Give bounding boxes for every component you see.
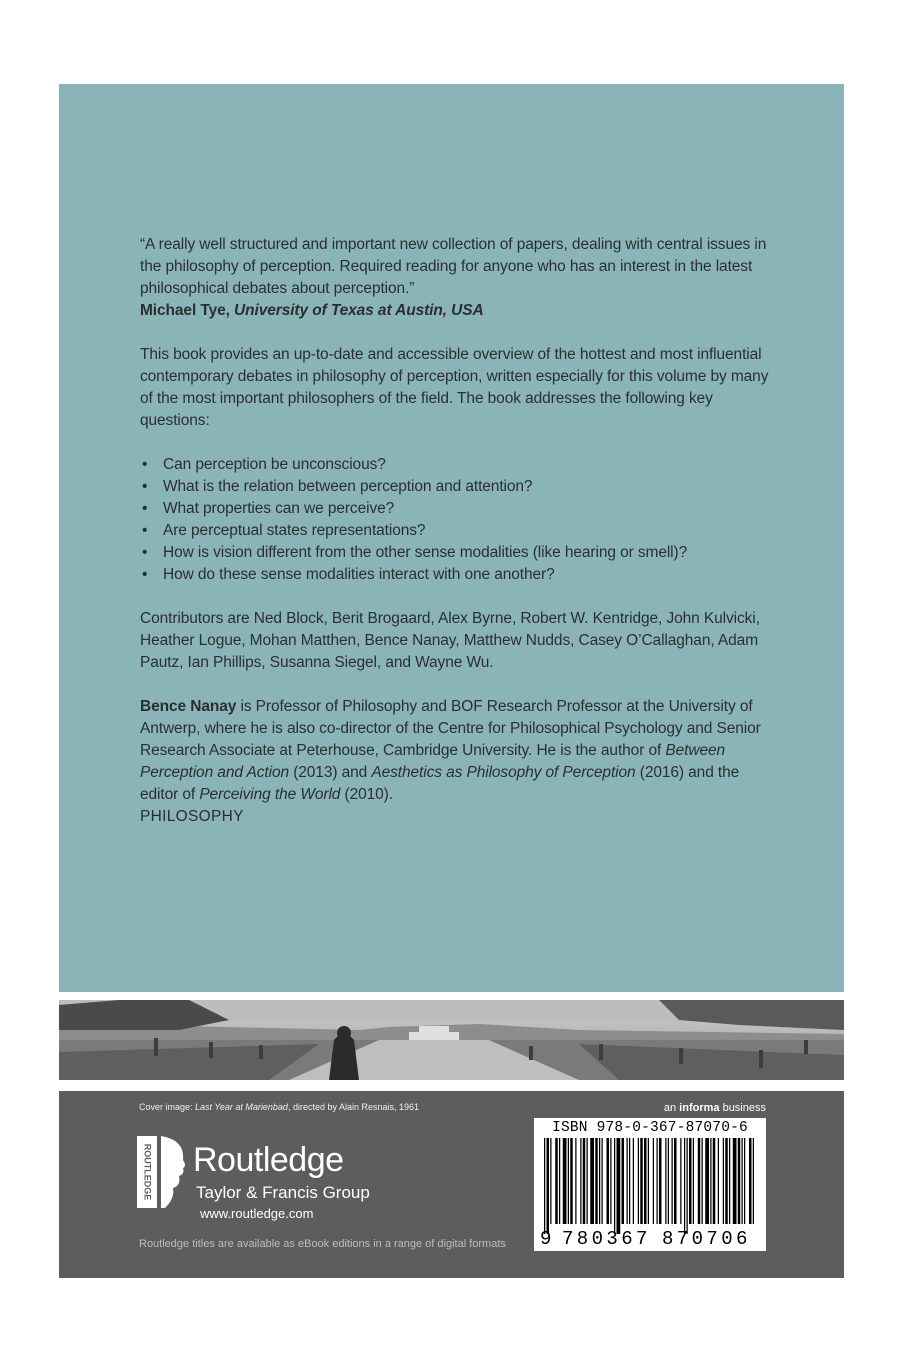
barcode-bar	[742, 1138, 743, 1224]
barcode-bar	[702, 1138, 703, 1224]
barcode-bar	[733, 1138, 737, 1224]
barcode-bar	[653, 1138, 654, 1224]
endorsement-attribution: Michael Tye, University of Texas at Austin, USA	[140, 302, 484, 319]
isbn-barcode	[534, 1118, 766, 1251]
informa-business-tag: an informa business	[663, 1102, 766, 1114]
ebook-note: Routledge titles are available as eBook editions in a range of digital formats	[139, 1238, 506, 1250]
barcode-bar	[648, 1138, 649, 1224]
barcode-bar	[725, 1138, 728, 1224]
barcode-bar	[599, 1138, 600, 1224]
barcode-bar	[547, 1138, 550, 1234]
barcode-bar	[665, 1138, 666, 1224]
barcode-bar	[610, 1138, 611, 1224]
garden-image	[59, 1000, 844, 1080]
cover-photo-strip	[59, 1000, 844, 1080]
barcode-bar	[614, 1138, 615, 1234]
barcode-bar	[595, 1138, 598, 1224]
barcode-bar	[583, 1138, 586, 1224]
barcode-bar	[644, 1138, 647, 1224]
barcode-bar	[672, 1138, 673, 1224]
barcode-bar	[602, 1138, 603, 1224]
publisher-url: www.routledge.com	[200, 1206, 314, 1221]
barcode-bar	[568, 1138, 569, 1224]
barcode-bar	[555, 1138, 558, 1224]
barcode-bar	[570, 1138, 573, 1224]
profile-head-icon	[159, 1136, 189, 1208]
publisher-name: Routledge	[193, 1141, 344, 1179]
barcode-bar	[633, 1138, 634, 1224]
key-questions-list	[140, 454, 770, 586]
barcode-bar	[563, 1138, 567, 1224]
barcode-bar	[657, 1138, 658, 1224]
barcode-bar	[713, 1138, 716, 1224]
barcode-bar	[698, 1138, 701, 1224]
list-item: • How is vision different from the other sense modalities (like hearing or smell)?	[140, 542, 770, 564]
barcode-bar	[729, 1138, 730, 1224]
ean-right-group: 870706	[662, 1228, 751, 1250]
subject-category: PHILOSOPHY	[140, 808, 244, 825]
book-description: This book provides an up-to-date and accessible overview of the hottest and most influential contemporary debates in philosophy of perception, written especially for this volume by many of the most important philosophers of the field. The book addresses the following key questions:	[140, 346, 769, 429]
barcode-bar	[629, 1138, 630, 1224]
barcode-bar	[674, 1138, 677, 1224]
barcode-bar	[607, 1138, 610, 1224]
list-item: • What is the relation between perception and attention?	[140, 476, 770, 498]
ean-lead-digit: 9	[540, 1228, 552, 1250]
barcode-bars	[544, 1138, 758, 1236]
list-item: • Can perception be unconscious?	[140, 454, 770, 476]
publisher-footer	[59, 1091, 844, 1278]
isbn-label: ISBN 978-0-367-87070-6	[552, 1120, 748, 1136]
author-bio: Bence Nanay is Professor of Philosophy and BOF Research Professor at the University of Antwerp, where he is also co-director of the Centre for Philosophical Psychology and Senior Research Associate at Peterhouse, Cambridge University. He is the author of Between Perception and Action (2013) and Aesthetics as Philosophy of Perception (2016) and the editor of Perceiving the World (2010).	[140, 698, 761, 803]
barcode-bar	[684, 1138, 685, 1234]
barcode-bar	[749, 1138, 752, 1224]
routledge-logo-icon	[137, 1136, 157, 1208]
barcode-bar	[590, 1138, 594, 1224]
barcode-bar	[575, 1138, 576, 1224]
ean-left-group: 780367	[562, 1228, 651, 1250]
barcode-bar	[668, 1138, 669, 1224]
barcode-bar	[680, 1138, 681, 1224]
barcode-bar	[738, 1138, 741, 1224]
barcode-bar	[559, 1138, 560, 1224]
barcode-bar	[622, 1138, 625, 1224]
barcode-bar	[550, 1138, 551, 1224]
barcode-bar	[659, 1138, 662, 1224]
barcode-bar	[580, 1138, 581, 1224]
barcode-bar	[617, 1138, 621, 1234]
barcode-bar	[689, 1138, 692, 1224]
list-item: • How do these sense modalities interact with one another?	[140, 564, 770, 586]
list-item: • What properties can we perceive?	[140, 498, 770, 520]
contributors: Contributors are Ned Block, Berit Brogaard, Alex Byrne, Robert W. Kentridge, John Kulvicki, Heather Logue, Mohan Matthen, Bence Nanay, Matthew Nudds, Casey O’Callaghan, Adam Pautz, Ian Phillips, Susanna Siegel, and Wayne Wu.	[140, 610, 760, 671]
barcode-bar	[627, 1138, 628, 1224]
barcode-bar	[753, 1138, 754, 1224]
list-item: • Are perceptual states representations?	[140, 520, 770, 542]
barcode-bar	[718, 1138, 719, 1224]
endorsement-quote: “A really well structured and important new collection of papers, dealing with central issues in the philosophy of perception. Required reading for anyone who has an interest in the latest philosophical debates about perception.”	[140, 236, 767, 297]
barcode-bar	[723, 1138, 724, 1224]
barcode-bar	[687, 1138, 688, 1234]
logo-text: ROUTLEDGE	[142, 1143, 153, 1201]
barcode-bar	[693, 1138, 694, 1224]
barcode-bar	[587, 1138, 588, 1224]
barcode-bar	[640, 1138, 643, 1224]
back-cover-panel	[59, 84, 844, 992]
barcode-bar	[544, 1138, 545, 1234]
cover-image-credit: Cover image: Last Year at Marienbad, directed by Alain Resnais, 1961	[139, 1102, 420, 1112]
barcode-bar	[705, 1138, 709, 1224]
back-cover-text	[140, 234, 770, 828]
barcode-bar	[710, 1138, 711, 1224]
publisher-group: Taylor & Francis Group	[196, 1183, 370, 1202]
barcode-bar	[744, 1138, 745, 1224]
barcode-bar	[638, 1138, 639, 1224]
